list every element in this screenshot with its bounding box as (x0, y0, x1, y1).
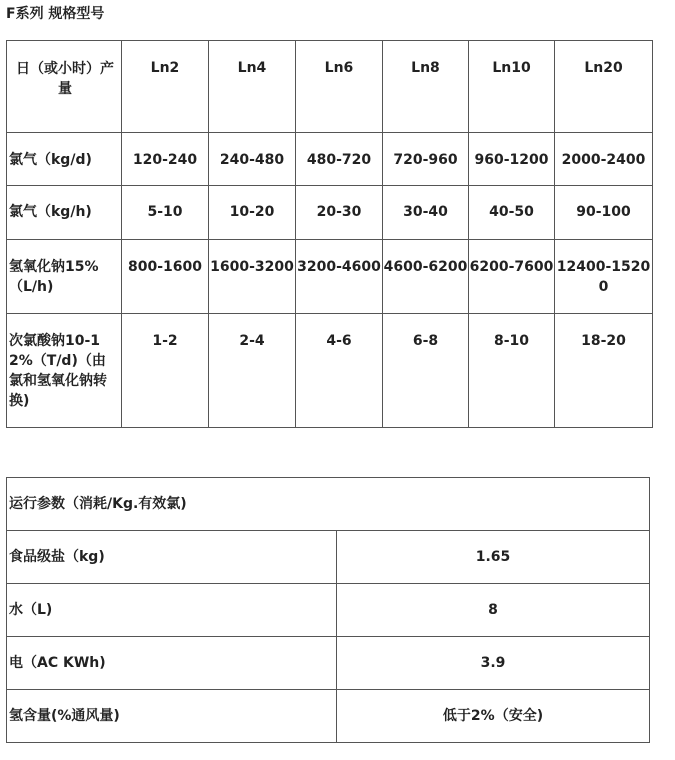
table-cell: 2000-2400 (555, 133, 653, 186)
model-ln10: Ln10 (469, 41, 555, 133)
row-label-chlorine-hourly: 氯气（kg/h) (7, 186, 122, 240)
table-cell: 12400-15200 (555, 240, 653, 314)
table-cell: 960-1200 (469, 133, 555, 186)
spec-header-label: 日（或小时）产量 (7, 41, 122, 133)
table-cell: 5-10 (122, 186, 209, 240)
table-cell: 40-50 (469, 186, 555, 240)
table-cell: 6200-7600 (469, 240, 555, 314)
model-ln2: Ln2 (122, 41, 209, 133)
param-label-salt: 食品级盐（kg) (7, 531, 337, 584)
table-cell: 1-2 (122, 314, 209, 428)
table-cell: 8-10 (469, 314, 555, 428)
table-row (7, 314, 653, 428)
table-cell: 10-20 (209, 186, 296, 240)
table-cell: 30-40 (383, 186, 469, 240)
model-ln4: Ln4 (209, 41, 296, 133)
param-value-water: 8 (337, 584, 650, 637)
param-header: 运行参数（消耗/Kg.有效氯) (7, 478, 650, 531)
table-cell: 4-6 (296, 314, 383, 428)
table-cell: 6-8 (383, 314, 469, 428)
table-row (7, 531, 650, 584)
model-ln20: Ln20 (555, 41, 653, 133)
param-header-row (7, 478, 650, 531)
param-table (6, 477, 650, 743)
param-label-water: 水（L) (7, 584, 337, 637)
table-cell: 800-1600 (122, 240, 209, 314)
table-cell: 18-20 (555, 314, 653, 428)
table-row (7, 133, 653, 186)
table-cell: 2-4 (209, 314, 296, 428)
table-cell: 20-30 (296, 186, 383, 240)
table-row (7, 240, 653, 314)
table-row (7, 186, 653, 240)
table-row (7, 584, 650, 637)
table-cell: 3200-4600 (296, 240, 383, 314)
table-cell: 1600-3200 (209, 240, 296, 314)
model-ln6: Ln6 (296, 41, 383, 133)
table-row (7, 690, 650, 743)
spec-table (6, 40, 653, 428)
table-cell: 720-960 (383, 133, 469, 186)
table-cell: 240-480 (209, 133, 296, 186)
spec-header-row (7, 41, 653, 133)
table-cell: 480-720 (296, 133, 383, 186)
model-ln8: Ln8 (383, 41, 469, 133)
row-label-sodium-hypochlorite: 次氯酸钠10-12%（T/d)（由氯和氢氧化钠转换) (7, 314, 122, 428)
table-cell: 90-100 (555, 186, 653, 240)
row-label-sodium-hydroxide: 氢氧化钠15%（L/h) (7, 240, 122, 314)
param-value-hydrogen: 低于2%（安全) (337, 690, 650, 743)
table-cell: 4600-6200 (383, 240, 469, 314)
param-label-electricity: 电（AC KWh) (7, 637, 337, 690)
page-title: F系列 规格型号 (6, 6, 105, 22)
param-value-salt: 1.65 (337, 531, 650, 584)
row-label-chlorine-daily: 氯气（kg/d) (7, 133, 122, 186)
param-value-electricity: 3.9 (337, 637, 650, 690)
table-cell: 120-240 (122, 133, 209, 186)
table-row (7, 637, 650, 690)
param-label-hydrogen: 氢含量(%通风量) (7, 690, 337, 743)
